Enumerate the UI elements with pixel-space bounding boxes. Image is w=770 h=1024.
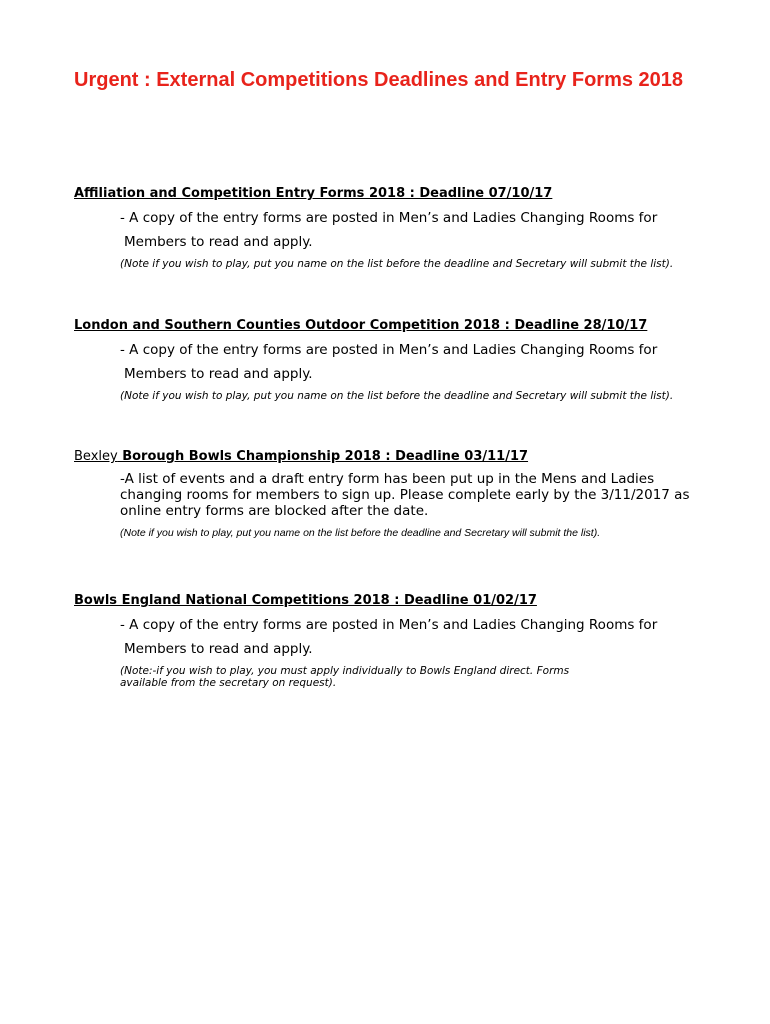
section-body-line: - A copy of the entry forms are posted in Men’s and Ladies Changing Rooms for [120,617,658,633]
section-body-line: Members to read and apply. [124,366,313,382]
section-note: (Note if you wish to play, put you name on the list before the deadline and Secretary will submit the list). [120,258,674,270]
section-bexley-borough [74,449,714,539]
section-body-line: - A copy of the entry forms are posted in Men’s and Ladies Changing Rooms for [120,210,658,226]
section-heading [74,449,714,465]
section-bowls-england [74,593,714,689]
section-note: (Note:-if you wish to play, you must apply individually to Bowls England direct. Forms available from the secretary on request). [120,665,570,689]
section-note: (Note if you wish to play, put you name on the list before the deadline and Secretary will submit the list). [120,527,601,539]
section-heading: Bowls England National Competitions 2018 : Deadline 01/02/17 [74,593,537,608]
section-note: (Note if you wish to play, put you name on the list before the deadline and Secretary will submit the list). [120,390,674,402]
section-body-line: - A copy of the entry forms are posted in Men’s and Ladies Changing Rooms for [120,342,658,358]
section-body-line: Members to read and apply. [124,641,313,657]
section-heading-rest: Borough Bowls Championship 2018 : Deadline 03/11/17 [117,449,529,464]
section-heading: Affiliation and Competition Entry Forms 2018 : Deadline 07/10/17 [74,186,553,201]
section-london-southern-counties [74,318,714,402]
section-heading-prefix: Bexley [74,449,118,464]
page-title: Urgent : External Competitions Deadlines and Entry Forms 2018 [74,69,684,91]
section-paragraph: -A list of events and a draft entry form has been put up in the Mens and Ladies changing rooms for members to sign up. Please complete early by the 3/11/2017 as online entry forms are blocked after the date. [120,471,690,519]
section-heading: London and Southern Counties Outdoor Competition 2018 : Deadline 28/10/17 [74,318,648,333]
section-body-line: Members to read and apply. [124,234,313,250]
section-affiliation [74,186,714,270]
